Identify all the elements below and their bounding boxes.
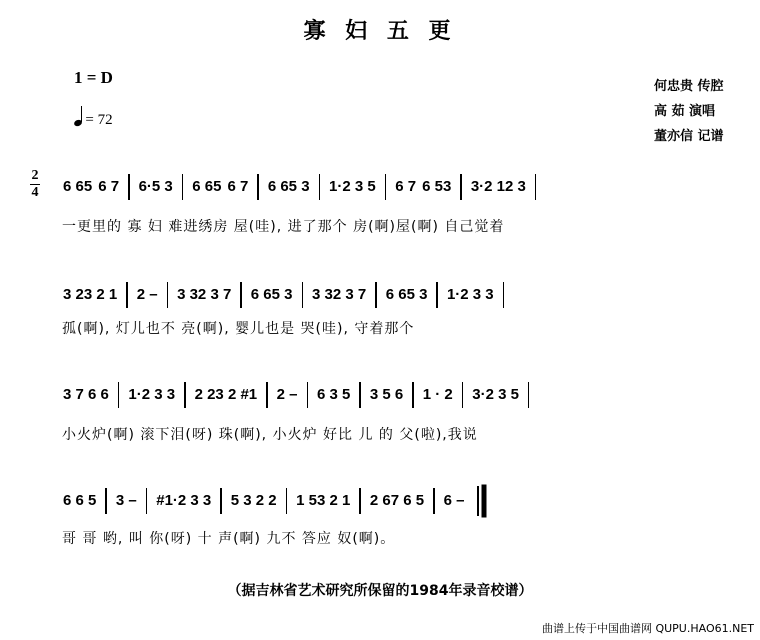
note-group: 6 6 5 [63,491,97,509]
bar-line [105,488,107,514]
note-group: 6·5 3 [138,177,173,195]
bar-line [319,174,321,200]
bar-line [375,282,377,308]
note-group: 3 5 6 [369,385,404,403]
note-group: 3·2 12 3 [470,177,526,195]
bar-line [184,382,186,408]
tempo-value: = 72 [85,112,113,128]
bar-line [126,282,128,308]
bar-line [302,282,304,308]
bar-line [182,174,184,200]
note-group: 6 – [443,491,465,509]
note-group: 3·2 3 5 [472,385,519,403]
note-group: 1·2 3 3 [446,285,494,303]
note-group: 5 3 2 2 [230,491,277,509]
notation-row-4 [60,486,479,516]
note-group: 1·2 3 5 [329,177,376,195]
note-group: 3 32 3 7 [312,285,367,303]
credit-transcriber: 董亦信 记谱 [654,129,724,144]
tempo-marking [74,108,113,129]
lyrics-row-4: 哥 哥 哟, 叫 你(呀) 十 声(啊) 九不 答应 奴(啊)。 [62,531,396,547]
bar-line [503,282,505,308]
note-group: 6 65 3 [267,177,310,195]
bar-line [146,488,148,514]
song-title: 寡 妇 五 更 [303,19,457,44]
time-signature-top: 2 [31,168,39,183]
notation-row-1 [60,174,542,200]
quarter-note-stem [81,106,82,122]
bar-line [535,174,537,200]
credit-singer: 高 茹 演唱 [654,104,716,119]
note-group: 2 – [136,285,158,303]
bar-line [462,382,464,408]
note-group: #1·2 3 3 [156,491,212,509]
bar-line [385,174,387,200]
bar-line [286,488,288,514]
notation-row-3 [60,382,535,408]
bar-line [528,382,530,408]
note-group: 6 65 [63,177,93,195]
note-group: 3 23 2 1 [63,285,118,303]
note-group: 3 7 6 6 [63,385,109,403]
final-bar-line [477,486,479,516]
note-group: 6 53 [422,177,452,195]
note-group: 3 – [115,491,137,509]
note-group: 1 · 2 [422,385,453,403]
note-group: 6 65 [192,177,222,195]
source-note: （据吉林省艺术研究所保留的1984年录音校谱） [227,583,533,599]
note-group: 2 – [276,385,298,403]
time-signature [30,168,40,201]
bar-line [257,174,259,200]
note-group: 6 3 5 [317,385,351,403]
bar-line [167,282,169,308]
bar-line [128,174,130,200]
note-group: 6 7 [395,177,417,195]
bar-line [436,282,438,308]
note-group: 6 65 3 [250,285,293,303]
credits [654,74,724,149]
lyrics-row-1: 一更里的 寡 妇 难进绣房 屋(哇), 进了那个 房(啊)屋(啊) 自己觉着 [62,219,505,235]
bar-line [460,174,462,200]
lyrics-row-3: 小火炉(啊) 滚下泪(呀) 珠(啊), 小火炉 好比 儿 的 父(啦),我说 [62,427,478,443]
bar-line [240,282,242,308]
lyrics-row-2: 孤(啊), 灯儿也不 亮(啊), 婴儿也是 哭(哇), 守着那个 [62,321,415,337]
note-group: 6 65 3 [385,285,428,303]
note-group: 1 53 2 1 [296,491,351,509]
watermark: 曲谱上传于中国曲谱网 QUPU.HAO61.NET [541,622,754,635]
bar-line [118,382,120,408]
bar-line [412,382,414,408]
note-group: 6 7 [227,177,249,195]
bar-line [359,488,361,514]
bar-line [266,382,268,408]
note-group: 6 7 [98,177,120,195]
bar-line [307,382,309,408]
bar-line [359,382,361,408]
bar-line [220,488,222,514]
note-group: 2 23 2 #1 [194,385,258,403]
notation-row-2 [60,282,510,308]
key-signature: 1 = D [74,68,113,87]
note-group: 2 67 6 5 [369,491,425,509]
note-group: 3 32 3 7 [177,285,232,303]
bar-line [433,488,435,514]
time-signature-bottom: 4 [31,185,39,200]
note-group: 1·2 3 3 [128,385,176,403]
credit-arranger: 何忠贵 传腔 [654,79,724,94]
